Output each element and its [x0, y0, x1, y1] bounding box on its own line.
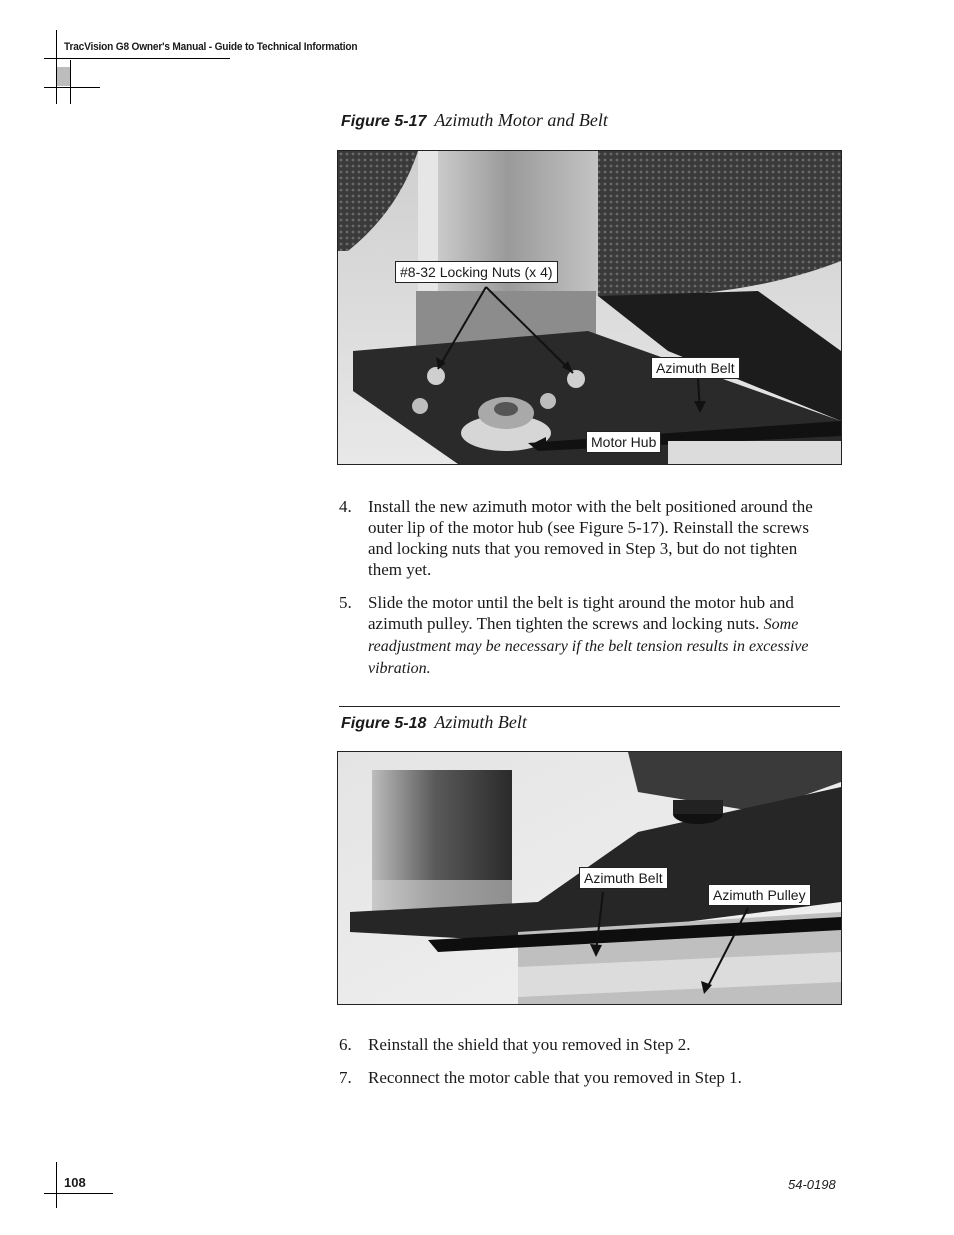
- page-number: 108: [64, 1175, 86, 1190]
- callout-azimuth-belt: Azimuth Belt: [651, 357, 740, 379]
- running-header: TracVision G8 Owner's Manual - Guide to Technical Information: [64, 41, 358, 53]
- step-number: 6.: [339, 1035, 352, 1054]
- footer-crop-mark-vertical: [56, 1162, 57, 1208]
- callout-locking-nuts: #8-32 Locking Nuts (x 4): [395, 261, 558, 283]
- document-code: 54-0198: [788, 1177, 836, 1192]
- section-divider: [339, 706, 840, 707]
- figure-17-caption: [341, 110, 608, 131]
- figure-18-title: Azimuth Belt: [434, 712, 527, 732]
- step-note: Some readjustment may be necessary if the belt tension results in excessive vibration.: [368, 616, 809, 677]
- step-text: Reconnect the motor cable that you removed in Step 1.: [368, 1068, 742, 1087]
- figure-17-photo: [337, 150, 842, 465]
- azimuth-motor-photo-illustration: [338, 151, 841, 464]
- callout-azimuth-pulley: Azimuth Pulley: [708, 884, 811, 906]
- figure-17-number: Figure 5-17: [341, 113, 427, 130]
- callout-azimuth-belt-18: Azimuth Belt: [579, 867, 668, 889]
- figure-18-number: Figure 5-18: [341, 715, 427, 732]
- figure-17-title: Azimuth Motor and Belt: [434, 110, 608, 130]
- figure-18-photo: [337, 751, 842, 1005]
- step-number: 4.: [339, 497, 352, 516]
- callout-motor-hub: Motor Hub: [586, 431, 661, 453]
- crop-mark-horizontal-top: [44, 58, 230, 59]
- step-5: [339, 592, 829, 682]
- footer-crop-mark-horizontal: [44, 1193, 113, 1194]
- crop-mark-vertical-inner: [70, 60, 71, 104]
- step-text: Reinstall the shield that you removed in Step 2.: [368, 1035, 691, 1054]
- step-text: Slide the motor until the belt is tight around the motor hub and azimuth pulley. Then tighten the screws and locking nuts.: [368, 593, 794, 633]
- step-6: [339, 1034, 829, 1056]
- figure-18-caption: [341, 712, 527, 733]
- step-number: 7.: [339, 1068, 352, 1087]
- step-number: 5.: [339, 593, 352, 612]
- crop-mark-gray-square: [57, 67, 70, 86]
- crop-mark-horizontal-mid: [44, 87, 100, 88]
- step-text: Install the new azimuth motor with the belt positioned around the outer lip of the motor hub (see Figure 5-17). Reinstall the screws and locking nuts that you removed in Step 3, but do not tighten them yet.: [368, 497, 813, 579]
- step-4: [339, 496, 829, 580]
- step-7: [339, 1067, 829, 1089]
